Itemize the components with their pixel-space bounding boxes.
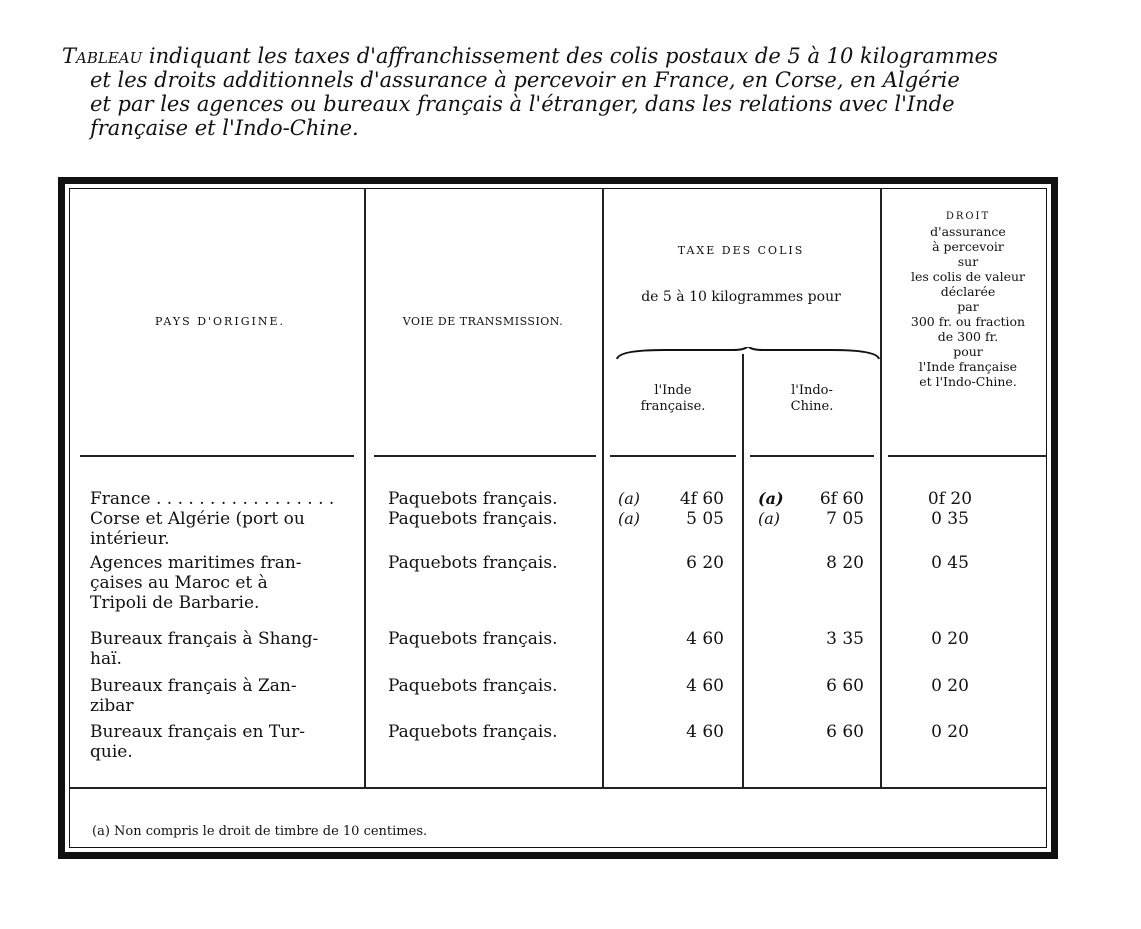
row-3-voie: Paquebots français. — [388, 553, 558, 573]
row-5-indochine: 6 60 — [826, 676, 864, 696]
header-taxe-sub: de 5 à 10 kilogrammes pour — [641, 289, 841, 305]
row-6-indochine: 6 60 — [826, 722, 864, 742]
row-6-pays: Bureaux français en Tur- quie. — [90, 722, 305, 762]
header-rule-5 — [888, 455, 1046, 457]
header-voie: VOIE DE TRANSMISSION. — [402, 315, 564, 328]
row-1-pays: France . . . . . . . . . . . . . . . . . — [90, 489, 335, 509]
header-inde: l'Inde française. — [640, 383, 706, 414]
row-2-indochine: 7 05 — [826, 509, 864, 529]
footnote: (a) Non compris le droit de timbre de 10 centimes. — [92, 824, 428, 839]
caption-line-2: et les droits additionnels d'assurance à percevoir en France, en Corse, en Algérie — [90, 68, 960, 92]
row-4-inde: 4 60 — [686, 629, 724, 649]
row-2-pays: Corse et Algérie (port ou intérieur. — [90, 509, 305, 549]
row-6-inde: 4 60 — [686, 722, 724, 742]
row-6-droit: 0 20 — [931, 722, 969, 742]
col-divider-2 — [602, 189, 604, 787]
header-rule-2 — [374, 455, 596, 457]
header-rule-1 — [80, 455, 354, 457]
row-3-droit: 0 45 — [931, 553, 969, 573]
table-inner-border — [69, 188, 1047, 848]
header-rule-4 — [750, 455, 874, 457]
row-2-inde: 5 05 — [686, 509, 724, 529]
row-5-voie: Paquebots français. — [388, 676, 558, 696]
row-6-voie: Paquebots français. — [388, 722, 558, 742]
col-divider-3 — [742, 354, 744, 787]
row-4-pays: Bureaux français à Shang- haï. — [90, 629, 319, 669]
header-indochine: l'Indo- Chine. — [790, 383, 834, 414]
row-4-droit: 0 20 — [931, 629, 969, 649]
table-caption — [62, 44, 1062, 140]
header-rule-3 — [610, 455, 736, 457]
row-4-voie: Paquebots français. — [388, 629, 558, 649]
row-2-droit: 0 35 — [931, 509, 969, 529]
row-2-voie: Paquebots français. — [388, 509, 558, 529]
footer-rule — [70, 787, 1046, 789]
row-2-inde-mark: (a) — [618, 509, 641, 528]
header-pays: PAYS D'ORIGINE. — [155, 315, 285, 328]
col-divider-1 — [364, 189, 366, 787]
row-1-indochine: 6f 60 — [819, 489, 864, 509]
row-5-pays: Bureaux français à Zan- zibar — [90, 676, 297, 716]
row-1-indochine-mark: (a) — [758, 489, 784, 508]
caption-line-1: Tableau indiquant les taxes d'affranchissement des colis postaux de 5 à 10 kilogrammes — [62, 44, 998, 68]
header-droit: DROIT d'assurance à percevoir sur les colis de valeur déclarée par 300 fr. ou fraction de 300 fr. pour l'Inde française et l'Indo-Chine. — [910, 211, 1026, 389]
tariff-table — [58, 177, 1058, 859]
row-1-inde-mark: (a) — [618, 489, 641, 508]
row-5-droit: 0 20 — [931, 676, 969, 696]
caption-line-4: française et l'Indo-Chine. — [90, 116, 359, 140]
row-3-indochine: 8 20 — [826, 553, 864, 573]
row-5-inde: 4 60 — [686, 676, 724, 696]
row-1-droit: 0f 20 — [927, 489, 973, 509]
row-1-voie: Paquebots français. — [388, 489, 558, 509]
curly-brace — [615, 347, 881, 361]
header-taxe-title: TAXE DES COLIS — [677, 244, 805, 257]
row-3-inde: 6 20 — [686, 553, 724, 573]
row-4-indochine: 3 35 — [826, 629, 864, 649]
row-3-pays: Agences maritimes fran- çaises au Maroc et à Tripoli de Barbarie. — [90, 553, 302, 613]
row-1-inde: 4f 60 — [679, 489, 724, 509]
caption-line-3: et par les agences ou bureaux français à l'étranger, dans les relations avec l'Inde — [90, 92, 955, 116]
caption-lead: Tableau — [62, 44, 143, 68]
row-2-indochine-mark: (a) — [758, 509, 781, 528]
